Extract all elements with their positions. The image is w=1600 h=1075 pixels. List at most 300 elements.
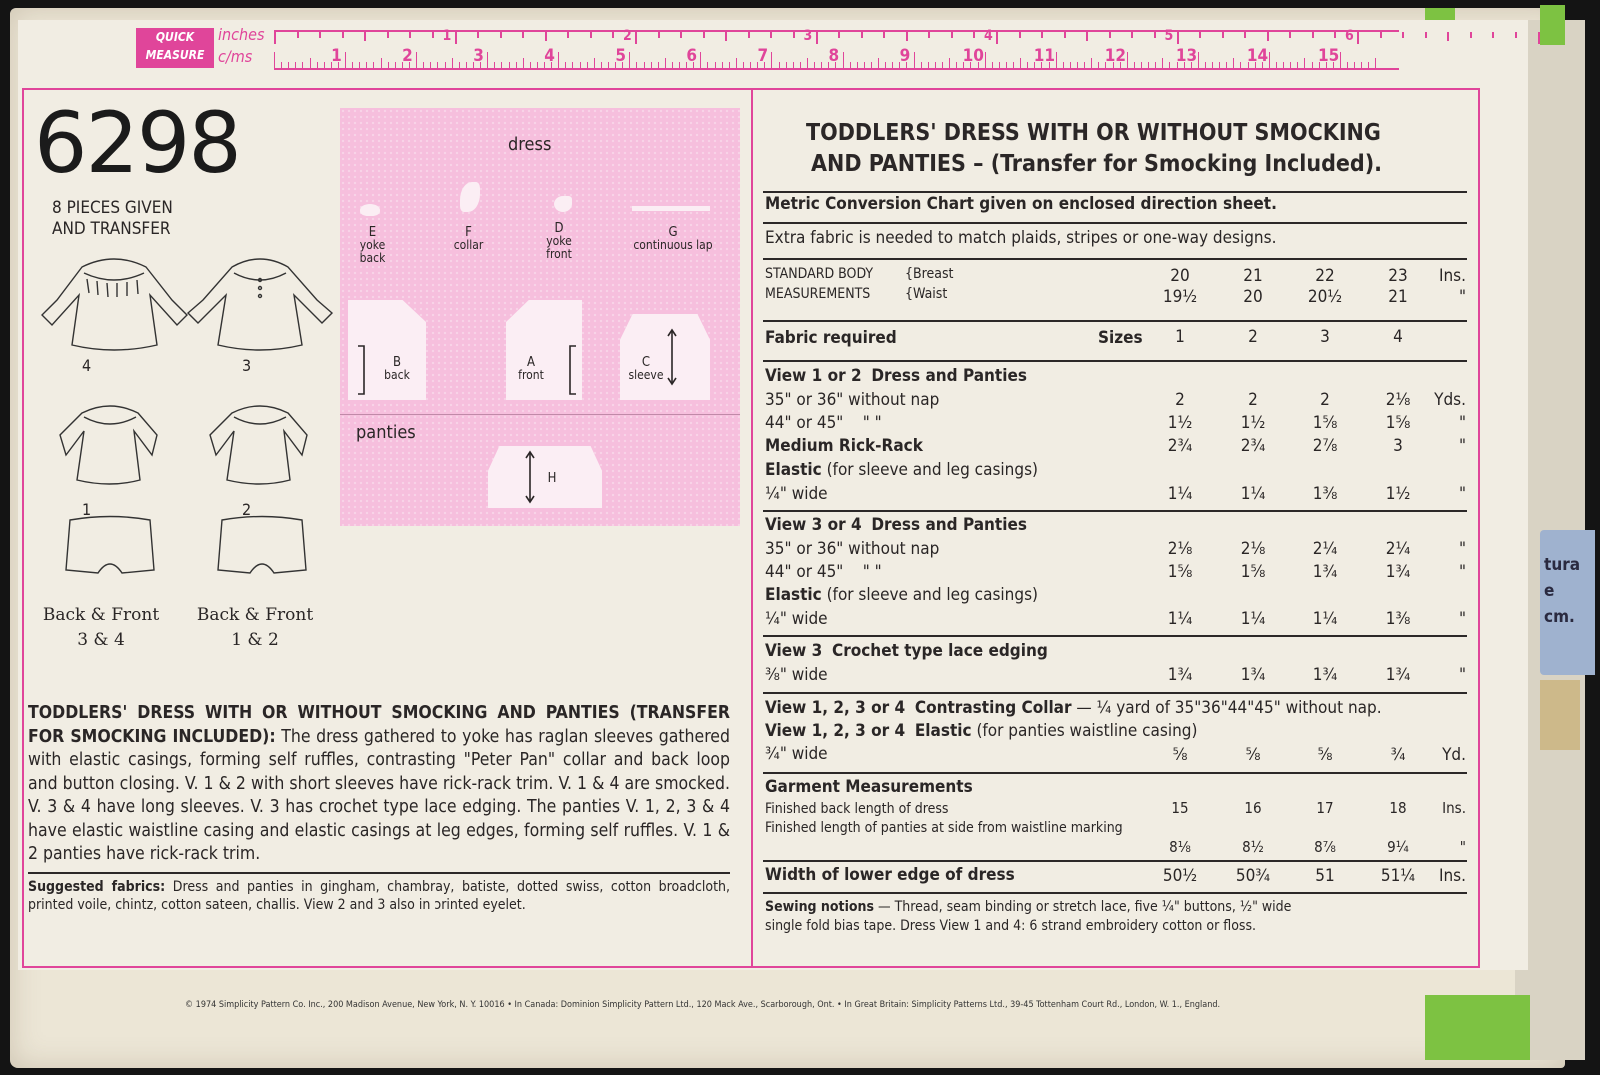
size-value: 1¾ [1385, 562, 1411, 582]
size-value: 50½ [1162, 866, 1198, 886]
rule [763, 360, 1467, 362]
size-value: 20 [1170, 266, 1190, 286]
inch-tick [1515, 32, 1517, 38]
cm-tick [700, 52, 701, 68]
cm-tick [985, 52, 986, 68]
cm-tick [779, 62, 780, 68]
cm-tick [430, 62, 431, 68]
size-value: 1⅜ [1385, 609, 1411, 629]
cm-tick [1127, 52, 1128, 68]
cm-tick [921, 62, 922, 68]
cm-tick [1141, 62, 1142, 68]
rick-rack-label: Medium Rick-Rack [765, 436, 923, 456]
cm-number: 8 [828, 46, 840, 66]
size-value: 1 [1175, 327, 1185, 347]
cm-tick [1269, 52, 1270, 68]
unit-label: " [1459, 838, 1466, 856]
cm-tick [1056, 52, 1057, 68]
size-value: 15 [1171, 799, 1189, 817]
rule [763, 860, 1467, 862]
panties-label: Back & Front 1 & 2 [196, 605, 314, 650]
panties-1-2-sketch [218, 517, 306, 574]
size-value: 8½ [1242, 838, 1264, 856]
inch-tick [612, 32, 614, 38]
size-value: ¾ [1390, 745, 1406, 765]
size-value: 2¾ [1167, 436, 1193, 456]
cm-number: 12 [1104, 46, 1127, 66]
ruler-badge: QUICK MEASURE [136, 28, 214, 68]
inch-tick [567, 32, 569, 38]
garment-measurements-heading: Garment Measurements [765, 777, 973, 797]
size-value: 8⅞ [1314, 838, 1336, 856]
unit-label: " [1458, 562, 1466, 582]
size-value: 22 [1315, 266, 1335, 286]
copyright-line: © 1974 Simplicity Pattern Co. Inc., 200 Madison Avenue, New York, N. Y. 10016 • In Canada: Dominion Simplicity Pattern Ltd., 120 Mack Ave., Scarborough, Ont. • In Great Britain: Simplicity Patterns Ltd., 39-45 Tottenham Court Rd., London, W. 1., England. [185, 1000, 1221, 1010]
panties-label: Back & Front 3 & 4 [42, 605, 160, 650]
size-value: 1¼ [1240, 609, 1266, 629]
cm-number: 15 [1317, 46, 1340, 66]
inch-tick [1357, 32, 1359, 44]
inch-tick [1177, 32, 1179, 44]
inch-tick [1019, 32, 1021, 38]
panties-label: panties [356, 422, 416, 443]
cm-tick [537, 62, 538, 68]
view-number: 4 [82, 356, 92, 375]
cm-tick [800, 62, 801, 68]
size-value: 1½ [1240, 413, 1266, 433]
cm-number: 7 [757, 46, 769, 66]
suggested-fabrics: Suggested fabrics: Dress and panties in gingham, chambray, batiste, dotted swiss, cotton broadcloth, printed voile, chintz, cotton sateen, challis. View 2 and 3 also in ɔrinted eyelet. [28, 879, 730, 913]
inch-tick [1492, 32, 1494, 38]
inch-tick [1041, 32, 1043, 38]
cm-tick [729, 62, 730, 68]
body-measurements-label: STANDARD BODY MEASUREMENTS [765, 266, 874, 302]
cm-tick [992, 62, 993, 68]
size-value: 20 [1243, 287, 1263, 307]
cm-tick [1070, 62, 1071, 68]
view-number: 3 [242, 356, 252, 375]
cm-tick [707, 62, 708, 68]
cm-tick [452, 58, 453, 68]
cm-tick [1304, 58, 1305, 68]
size-value: 2 [1248, 390, 1258, 410]
view-3-sketch [188, 259, 332, 350]
cm-tick [679, 62, 680, 68]
inch-tick [297, 32, 299, 38]
elastic-width: ¼" wide [765, 484, 828, 504]
cm-tick [1091, 58, 1092, 68]
cm-tick [1276, 62, 1277, 68]
view-sketches [22, 245, 342, 605]
inch-tick [342, 32, 344, 38]
cm-tick [565, 62, 566, 68]
inch-tick [883, 32, 885, 38]
view-4-sketch [42, 259, 187, 350]
inch-tick [364, 32, 366, 41]
size-value: 51¼ [1380, 866, 1416, 886]
inch-tick [1380, 32, 1382, 38]
piece-label-e: E yoke back [359, 225, 386, 265]
cm-tick [1361, 62, 1362, 68]
rule [763, 222, 1467, 224]
inch-tick [1470, 32, 1472, 38]
dress-label: dress [508, 134, 552, 155]
inch-tick [1244, 32, 1246, 38]
piece-label-f: F collar [453, 225, 484, 252]
cm-tick [999, 62, 1000, 68]
cm-tick [1354, 62, 1355, 68]
inch-tick [951, 32, 953, 38]
panty-length-label: Finished length of panties at side from waistline marking [765, 820, 1123, 836]
cm-tick [935, 62, 936, 68]
size-value: 17 [1316, 799, 1334, 817]
inch-tick [838, 32, 840, 38]
cm-tick [509, 62, 510, 68]
inch-tick [387, 32, 389, 38]
unit-label: " [1458, 665, 1466, 685]
inch-tick [703, 32, 705, 38]
inch-tick [861, 32, 863, 38]
cm-tick [1006, 62, 1007, 68]
inch-number: 1 [442, 28, 452, 44]
elastic-width: ¼" wide [765, 609, 828, 629]
cm-tick [1013, 62, 1014, 68]
unit-label: Ins. [1442, 799, 1466, 817]
inch-tick [432, 32, 434, 38]
inch-tick [1086, 32, 1088, 41]
rule [763, 692, 1467, 694]
pattern-title: TODDLERS' DRESS WITH OR WITHOUT SMOCKING AND PANTIES – (Transfer for Smocking Included). [806, 120, 1383, 177]
cm-tick [1198, 52, 1199, 68]
inch-tick [1312, 32, 1314, 38]
size-value: 1¾ [1312, 665, 1338, 685]
cm-tick [1148, 62, 1149, 68]
grainline-arrows [340, 108, 740, 526]
cm-tick [1169, 62, 1170, 68]
cm-tick [466, 62, 467, 68]
inch-tick [1199, 32, 1201, 38]
cm-number: 3 [473, 46, 484, 66]
tape-bottom [1425, 995, 1530, 1060]
cm-tick [1297, 62, 1298, 68]
size-value: 19½ [1162, 287, 1198, 307]
cm-tick [914, 52, 915, 68]
inch-tick [658, 32, 660, 38]
inch-tick [1131, 32, 1133, 38]
inch-tick [274, 32, 276, 44]
unit-label: " [1458, 413, 1466, 433]
inch-tick [409, 32, 411, 38]
inch-tick [455, 32, 457, 44]
cm-tick [821, 62, 822, 68]
cm-tick [1347, 62, 1348, 68]
size-value: 2⅞ [1312, 436, 1338, 456]
size-value: 21 [1243, 266, 1263, 286]
rule [763, 772, 1467, 774]
inch-number: 6 [1345, 28, 1354, 44]
size-value: 2¾ [1240, 436, 1266, 456]
cm-tick [445, 62, 446, 68]
cm-tick [892, 62, 893, 68]
unit-label: " [1458, 539, 1466, 559]
cm-tick [1312, 62, 1313, 68]
cm-tick [288, 62, 289, 68]
piece-label-a: A front [518, 355, 544, 382]
inch-tick [1425, 32, 1427, 38]
size-value: 20½ [1307, 287, 1343, 307]
size-value: 16 [1244, 799, 1262, 817]
view-2-sketch [210, 406, 307, 484]
cm-tick [1205, 62, 1206, 68]
size-value: 2⅛ [1385, 390, 1411, 410]
unit-label: " [1458, 287, 1466, 307]
cm-tick [388, 62, 389, 68]
v34-heading: View 3 or 4 Dress and Panties [765, 515, 1027, 535]
cm-tick [523, 58, 524, 68]
elastic-label: Elastic (for sleeve and leg casings) [765, 585, 1039, 605]
inch-tick [319, 32, 321, 38]
unit-label: " [1458, 436, 1466, 456]
size-value: 23 [1388, 266, 1408, 286]
cm-tick [885, 62, 886, 68]
size-value: 21 [1388, 287, 1408, 307]
size-value: ⅝ [1317, 745, 1333, 765]
cm-tick [928, 62, 929, 68]
cm-tick [558, 52, 559, 68]
metric-note: Metric Conversion Chart given on enclosed direction sheet. [765, 194, 1277, 214]
cm-tick [1162, 58, 1163, 68]
inch-tick [725, 32, 727, 41]
unit-label: " [1458, 609, 1466, 629]
size-value: 9¼ [1387, 838, 1409, 856]
cm-tick [274, 52, 275, 68]
waist-elastic-line: View 1, 2, 3 or 4 Elastic (for panties waistline casing) [765, 721, 1198, 741]
cm-number: 1 [331, 46, 342, 66]
piece-label-g: G continuous lap [633, 225, 713, 252]
cm-tick [302, 62, 303, 68]
rule [763, 320, 1467, 322]
size-value: 1¼ [1167, 609, 1193, 629]
piece-label-h: H [547, 471, 557, 486]
size-value: 1¾ [1167, 665, 1193, 685]
size-value: 1⅝ [1167, 562, 1193, 582]
cm-tick [423, 62, 424, 68]
sewing-notions: Sewing notions — Thread, seam binding or stretch lace, five ¼" buttons, ½" wide single fold bias tape. Dress View 1 and 4: 6 strand embroidery cotton or floss. [765, 899, 1292, 934]
cm-number: 6 [686, 46, 698, 66]
size-value: 1⅜ [1312, 484, 1338, 504]
elastic-label: Elastic (for sleeve and leg casings) [765, 460, 1039, 480]
size-value: 1¼ [1240, 484, 1266, 504]
cm-tick [601, 62, 602, 68]
piece-label-d: D yoke front [546, 221, 572, 261]
inch-number: 2 [623, 28, 632, 44]
cm-tick [956, 62, 957, 68]
cm-number: 10 [962, 46, 984, 66]
cm-tick [807, 58, 808, 68]
cm-tick [359, 62, 360, 68]
piece-label-b: B back [384, 355, 410, 382]
inch-tick [1154, 32, 1156, 38]
cm-tick [1240, 62, 1241, 68]
cm-tick [644, 62, 645, 68]
inch-number: 5 [1164, 28, 1174, 44]
cm-tick [416, 52, 417, 68]
cm-tick [1283, 62, 1284, 68]
cm-tick [771, 52, 772, 68]
lace-width: ⅜" wide [765, 665, 828, 685]
cm-tick [629, 52, 630, 68]
view-1-sketch [60, 406, 157, 484]
cm-tick [1027, 62, 1028, 68]
cm-tick [878, 58, 879, 68]
cm-number: 2 [402, 46, 413, 66]
cm-tick [487, 52, 488, 68]
inch-tick [1267, 32, 1269, 41]
sizes-label: Sizes [1098, 328, 1143, 348]
inch-tick [477, 32, 479, 38]
cm-tick [580, 62, 581, 68]
inch-tick [635, 32, 637, 44]
extra-fabric-note: Extra fabric is needed to match plaids, stripes or one-way designs. [765, 228, 1277, 248]
cm-tick [516, 62, 517, 68]
inch-tick [928, 32, 930, 38]
cm-tick [317, 62, 318, 68]
size-value: 51 [1315, 866, 1335, 886]
cm-tick [1375, 58, 1376, 68]
cm-tick [722, 62, 723, 68]
inch-tick [522, 32, 524, 38]
rule [763, 258, 1467, 260]
cm-tick [310, 58, 311, 68]
cm-tick [1098, 62, 1099, 68]
v3-heading: View 3 Crochet type lace edging [765, 641, 1048, 661]
inch-tick [1334, 32, 1336, 38]
cm-tick [672, 62, 673, 68]
quick-measure-ruler [136, 18, 1401, 70]
size-value: 1⅝ [1240, 562, 1266, 582]
pattern-description: TODDLERS' DRESS WITH OR WITHOUT SMOCKING AND PANTIES (TRANSFER FOR SMOCKING INCLUDED): The dress gathered to yoke has raglan sleeves gathered with elastic casings, forming self ruffles, contrasting "Peter Pan" collar and back loop and button closing. V. 1 & 2 with short sleeves have rick-rack trim. V. 1 & 4 are smocked. V. 3 & 4 have long sleeves. V. 3 has crochet type lace edging. The panties V. 1, 2, 3 & 4 have elastic waistline casing and elastic casings at leg edges, forming self ruffles. V. 1 & 2 panties have rick-rack trim. [28, 703, 730, 864]
cm-tick [1290, 62, 1291, 68]
cm-tick [1020, 58, 1021, 68]
v12-heading: View 1 or 2 Dress and Panties [765, 366, 1027, 386]
breast-waist-label: {Breast {Waist [905, 266, 954, 302]
cm-tick [857, 62, 858, 68]
inch-tick [545, 32, 547, 41]
cm-tick [1219, 62, 1220, 68]
cm-tick [437, 62, 438, 68]
cm-number: 14 [1246, 46, 1269, 66]
sticker-tab [1540, 680, 1580, 750]
cm-tick [381, 58, 382, 68]
size-value: 2¼ [1312, 539, 1338, 559]
cm-tick [1084, 62, 1085, 68]
size-value: 18 [1389, 799, 1407, 817]
cm-tick [373, 62, 374, 68]
inch-tick [996, 32, 998, 44]
cm-tick [843, 52, 844, 68]
size-value: 1½ [1385, 484, 1411, 504]
size-value: 1⅝ [1385, 413, 1411, 433]
v12-35-label: 35" or 36" without nap [765, 390, 940, 410]
inch-tick [973, 32, 975, 38]
cm-tick [345, 52, 346, 68]
cm-tick [658, 62, 659, 68]
view-number: 2 [242, 500, 252, 519]
v12-44-label: 44" or 45" " " [765, 413, 882, 433]
rule [763, 510, 1467, 512]
inch-tick [1402, 32, 1404, 38]
cm-tick [864, 62, 865, 68]
pattern-pieces-diagram [340, 108, 740, 526]
inch-tick [1538, 32, 1540, 44]
cm-tick [665, 58, 666, 68]
cm-tick [1233, 58, 1234, 68]
cm-tick [395, 62, 396, 68]
pieces-given: 8 PIECES GIVEN AND TRANSFER [52, 198, 173, 239]
size-value: 1¼ [1167, 484, 1193, 504]
cm-tick [1340, 52, 1341, 68]
cm-tick [871, 62, 872, 68]
inch-number: 3 [803, 28, 813, 44]
size-value: 50¾ [1235, 866, 1271, 886]
cm-tick [814, 62, 815, 68]
cm-tick [281, 62, 282, 68]
pattern-number: 6298 [34, 94, 240, 192]
size-value: ⅝ [1172, 745, 1188, 765]
rule [28, 872, 730, 874]
cm-tick [530, 62, 531, 68]
panties-3-4-sketch [66, 517, 154, 574]
rule [763, 635, 1467, 637]
fabric-required-label: Fabric required [765, 328, 897, 348]
cm-tick [572, 62, 573, 68]
inch-tick [1222, 32, 1224, 38]
unit-label: " [1458, 484, 1466, 504]
size-value: 2¼ [1385, 539, 1411, 559]
cm-tick [459, 62, 460, 68]
inch-tick [1447, 32, 1449, 41]
cm-tick [651, 62, 652, 68]
lower-edge-label: Width of lower edge of dress [765, 865, 1015, 885]
cm-tick [494, 62, 495, 68]
size-value: 2⅛ [1167, 539, 1193, 559]
size-value: 1⅝ [1312, 413, 1338, 433]
unit-label: Yds. [1434, 390, 1466, 410]
cm-tick [295, 62, 296, 68]
v34-44-label: 44" or 45" " " [765, 562, 882, 582]
sticker: tura e cm. [1540, 530, 1595, 675]
cm-tick [1063, 62, 1064, 68]
cm-tick [949, 58, 950, 68]
v34-35-label: 35" or 36" without nap [765, 539, 940, 559]
cm-tick [750, 62, 751, 68]
cm-tick [793, 62, 794, 68]
collar-line: View 1, 2, 3 or 4 Contrasting Collar — ¼ yard of 35"36"44"45" without nap. [765, 698, 1382, 718]
cm-tick [736, 58, 737, 68]
cm-number: 5 [615, 46, 626, 66]
ruler-units: inches c/ms [218, 25, 265, 66]
size-value: 3 [1393, 436, 1403, 456]
cm-number: 13 [1175, 46, 1198, 66]
cm-tick [715, 62, 716, 68]
inch-tick [1064, 32, 1066, 38]
size-value: 1¾ [1240, 665, 1266, 685]
cm-tick [1212, 62, 1213, 68]
size-value: 1¾ [1385, 665, 1411, 685]
unit-label: Ins. [1438, 866, 1466, 886]
tape-corner [1540, 5, 1565, 45]
inch-tick [793, 32, 795, 38]
